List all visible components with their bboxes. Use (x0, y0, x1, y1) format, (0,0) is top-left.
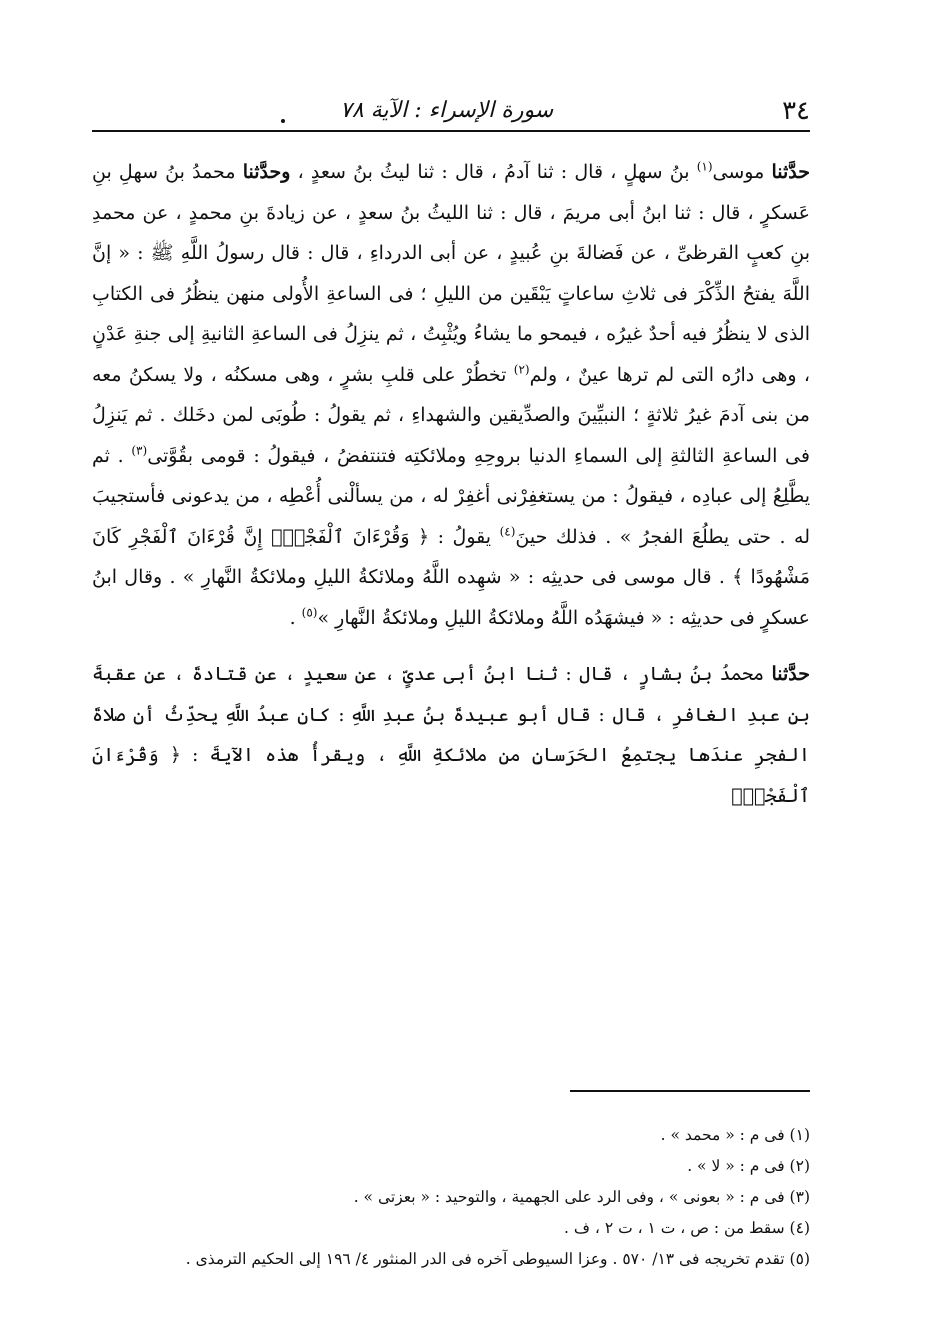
paragraph-2 (92, 654, 810, 816)
text-run: محمدُ بنُ بشارٍ ، قال : ثنا ابنُ أبى عدىٍّ ، عن سعيدٍ ، عن قتادةَ ، عن عقبةَ بنِ عبدِ الغافرِ ، قال : قال أبو عبيدةَ بنُ عبدِ اللَّهِ : كان عبدُ اللَّهِ يحدِّثُ أن صلاةَ الفجرِ عندَها يجتمِعُ الحَرَسانِ من ملائكةِ اللَّهِ ، ويقرأُ هذه الآيةَ : ﴿ وَقُرْءَانَ ٱلْفَجْرِۖ (92, 663, 810, 807)
footnote-ref: (٥) (301, 605, 318, 620)
text-run: بنُ سهلٍ ، قال : ثنا آدمُ ، قال : ثنا ليثُ بنُ سعدٍ ، (290, 161, 697, 183)
hadith-opening: وحدَّثنا (242, 161, 291, 183)
text-run: محمدُ بنُ سهلِ بنِ عَسكرٍ ، قال : ثنا ابنُ أبى مريمَ ، قال : ثنا الليثُ بنُ سعدٍ ، عن زيادةَ بنِ محمدٍ ، عن محمدِ بنِ كعبٍ القرظىِّ ، عن فَضالةَ بنِ عُبيدٍ ، عن أبى الدرداءِ ، قال : قال رسولُ اللَّهِ ﷺ : « إنَّ اللَّهَ يفتحُ الذِّكْرَ فى ثلاثِ ساعاتٍ يَبْقَين من الليلِ ؛ فى الساعةِ الأُولى منهن ينظُرُ فى الكتابِ الذى لا ينظُرُ فيه أحدٌ غيرُه ، فيمحو ما يشاءُ ويُثْبِتُ ، ثم ينزِلُ فى الساعةِ الثانيةِ إلى جنةِ عَدْنٍ ، وهى دارُه التى لم ترها عينٌ ، ولم (92, 161, 810, 386)
hadith-opening: حدَّثنا (771, 663, 810, 685)
paragraph-1 (92, 152, 810, 638)
body-text (92, 152, 810, 816)
footnote-ref: (٢) (513, 362, 530, 377)
text-run: . (289, 606, 302, 629)
text-run: موسى (712, 161, 772, 183)
footnotes (92, 1120, 810, 1275)
footnote-ref: (١) (696, 159, 713, 174)
footnote-ref: (٣) (131, 443, 148, 458)
page-header (92, 80, 810, 126)
footnote-1: (١) فى م : « محمد » . (660, 1126, 810, 1144)
footnote-ref: (٤) (499, 524, 516, 539)
hadith-opening: حدَّثنا (771, 161, 810, 183)
header-dot (281, 119, 285, 123)
footnote-5: (٥) تقدم تخريجه فى ١٣/ ٥٧٠ . وعزا السيوطى آخره فى الدر المنثور ٤/ ١٩٦ إلى الحكيم الترمذى . (185, 1250, 810, 1268)
footnote-2: (٢) فى م : « لا » . (687, 1157, 810, 1175)
text-run: تخطُرْ على قلبِ بشرٍ ، وهى مسكنُه ، ولا يسكنُ معه من بنى آدمَ غيرُ ثلاثةٍ ؛ النبيِّينَ والصدِّيقين والشهداءِ ، ثم يقولُ : طُوبَى لمن دخَلك . ثم يَنزِلُ فى الساعةِ الثالثةِ إلى السماءِ الدنيا بروحِهِ وملائكتِه فتنتفضُ ، فيقولُ : قومى بقُوَّتى (92, 363, 810, 467)
page-number: ٣٤ (782, 96, 810, 126)
text-run: . ثم يطَّلِعُ إلى عبادِه ، فيقولُ : من يستغفِرْنى أغفِرْ له ، من يسألْنى أُعْطِه ، من يدعونى فأستجيبَ له . حتى يطلُعَ الفجرُ » . فذلك حينَ (92, 444, 810, 548)
footnote-4: (٤) سقط من : ص ، ت ١ ، ت ٢ ، ف . (564, 1219, 810, 1237)
text-run: يقولُ : ﴿ وَقُرْءَانَ ٱلْفَجْرِۖ إِنَّ قُرْءَانَ ٱلْفَجْرِ كَانَ مَشْهُودًا ﴾ . قال موسى فى حديثِه : « شهِده اللَّهُ وملائكةُ الليلِ وملائكةُ النَّهارِ » . وقال ابنُ عسكرٍ فى حديثِه : « فيشهَدُه اللَّهُ وملائكةُ الليلِ وملائكةُ النَّهارِ » (92, 525, 810, 629)
footnote-3: (٣) فى م : « بعونى » ، وفى الرد على الجهمية ، والتوحيد : « بعزتى » . (353, 1188, 810, 1206)
header-rule (92, 130, 810, 132)
running-title: سورة الإسراء : الآية ٧٨ (340, 98, 554, 123)
footnote-rule (570, 1090, 810, 1092)
